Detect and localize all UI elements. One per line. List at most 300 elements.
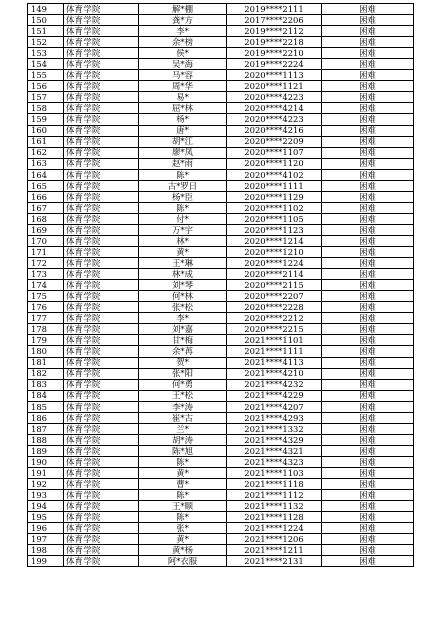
student-name-cell: 李*涛: [139, 401, 227, 412]
table-row: [28, 368, 414, 379]
college-cell: 体育学院: [64, 346, 139, 357]
college-cell: 体育学院: [64, 114, 139, 125]
table-row: [28, 191, 414, 202]
row-number-cell: 166: [28, 191, 64, 202]
table-row: [28, 269, 414, 280]
row-number-cell: 149: [28, 4, 64, 15]
row-number-cell: 190: [28, 456, 64, 467]
student-list-table: [27, 3, 414, 567]
student-name-cell: 易*: [139, 92, 227, 103]
college-cell: 体育学院: [64, 313, 139, 324]
table-row: [28, 490, 414, 501]
row-number-cell: 171: [28, 247, 64, 258]
row-number-cell: 173: [28, 269, 64, 280]
row-number-cell: 152: [28, 37, 64, 48]
student-id-cell: 2021****4321: [227, 445, 322, 456]
aid-level-cell: 困难: [322, 412, 414, 423]
student-id-cell: 2017****2206: [227, 15, 322, 26]
student-name-cell: 李*: [139, 313, 227, 324]
college-cell: 体育学院: [64, 379, 139, 390]
college-cell: 体育学院: [64, 357, 139, 368]
page-background: [0, 585, 435, 643]
table-row: [28, 379, 414, 390]
table-row: [28, 103, 414, 114]
row-number-cell: 159: [28, 114, 64, 125]
row-number-cell: 186: [28, 412, 64, 423]
aid-level-cell: 困难: [322, 136, 414, 147]
student-id-cell: 2020****4102: [227, 169, 322, 180]
student-name-cell: 陈*: [139, 169, 227, 180]
row-number-cell: 194: [28, 501, 64, 512]
student-name-cell: 余*榜: [139, 37, 227, 48]
table-row: [28, 523, 414, 534]
student-name-cell: 陈*: [139, 456, 227, 467]
student-id-cell: 2020****4214: [227, 103, 322, 114]
aid-level-cell: 困难: [322, 48, 414, 59]
table-body: [28, 4, 414, 567]
aid-level-cell: 困难: [322, 456, 414, 467]
college-cell: 体育学院: [64, 412, 139, 423]
student-id-cell: 2020****2212: [227, 313, 322, 324]
aid-level-cell: 困难: [322, 280, 414, 291]
student-name-cell: 屈*林: [139, 103, 227, 114]
table-row: [28, 70, 414, 81]
row-number-cell: 180: [28, 346, 64, 357]
college-cell: 体育学院: [64, 534, 139, 545]
row-number-cell: 193: [28, 490, 64, 501]
college-cell: 体育学院: [64, 202, 139, 213]
student-name-cell: 解*棚: [139, 4, 227, 15]
table-row: [28, 545, 414, 556]
table-row: [28, 4, 414, 15]
college-cell: 体育学院: [64, 158, 139, 169]
aid-level-cell: 困难: [322, 401, 414, 412]
student-name-cell: 黄*: [139, 247, 227, 258]
aid-level-cell: 困难: [322, 15, 414, 26]
student-id-cell: 2020****1120: [227, 158, 322, 169]
aid-level-cell: 困难: [322, 81, 414, 92]
aid-level-cell: 困难: [322, 4, 414, 15]
student-name-cell: 杨*臣: [139, 191, 227, 202]
college-cell: 体育学院: [64, 335, 139, 346]
table-row: [28, 114, 414, 125]
aid-level-cell: 困难: [322, 357, 414, 368]
row-number-cell: 178: [28, 324, 64, 335]
college-cell: 体育学院: [64, 136, 139, 147]
student-id-cell: 2020****1121: [227, 81, 322, 92]
college-cell: 体育学院: [64, 501, 139, 512]
table-row: [28, 169, 414, 180]
table-row: [28, 324, 414, 335]
aid-level-cell: 困难: [322, 545, 414, 556]
student-id-cell: 2020****1123: [227, 224, 322, 235]
table-row: [28, 37, 414, 48]
aid-level-cell: 困难: [322, 202, 414, 213]
student-id-cell: 2019****2218: [227, 37, 322, 48]
table-row: [28, 556, 414, 567]
aid-level-cell: 困难: [322, 479, 414, 490]
college-cell: 体育学院: [64, 48, 139, 59]
table-row: [28, 423, 414, 434]
college-cell: 体育学院: [64, 37, 139, 48]
aid-level-cell: 困难: [322, 445, 414, 456]
student-name-cell: 古*罗日: [139, 180, 227, 191]
student-id-cell: 2021****1118: [227, 479, 322, 490]
student-id-cell: 2020****4223: [227, 92, 322, 103]
college-cell: 体育学院: [64, 125, 139, 136]
college-cell: 体育学院: [64, 556, 139, 567]
table-row: [28, 92, 414, 103]
row-number-cell: 174: [28, 280, 64, 291]
college-cell: 体育学院: [64, 390, 139, 401]
aid-level-cell: 困难: [322, 368, 414, 379]
table-row: [28, 247, 414, 258]
student-id-cell: 2021****4232: [227, 379, 322, 390]
student-id-cell: 2021****1224: [227, 523, 322, 534]
student-id-cell: 2020****1210: [227, 247, 322, 258]
row-number-cell: 198: [28, 545, 64, 556]
aid-level-cell: 困难: [322, 114, 414, 125]
student-name-cell: 王*顺: [139, 501, 227, 512]
student-name-cell: 周*华: [139, 81, 227, 92]
aid-level-cell: 困难: [322, 556, 414, 567]
row-number-cell: 168: [28, 213, 64, 224]
college-cell: 体育学院: [64, 15, 139, 26]
table-row: [28, 258, 414, 269]
student-id-cell: 2020****4216: [227, 125, 322, 136]
aid-level-cell: 困难: [322, 247, 414, 258]
table-row: [28, 456, 414, 467]
student-id-cell: 2020****1111: [227, 180, 322, 191]
student-name-cell: 唐*: [139, 125, 227, 136]
student-id-cell: 2020****1224: [227, 258, 322, 269]
table-row: [28, 202, 414, 213]
row-number-cell: 182: [28, 368, 64, 379]
row-number-cell: 196: [28, 523, 64, 534]
college-cell: 体育学院: [64, 81, 139, 92]
college-cell: 体育学院: [64, 180, 139, 191]
college-cell: 体育学院: [64, 59, 139, 70]
aid-level-cell: 困难: [322, 92, 414, 103]
college-cell: 体育学院: [64, 191, 139, 202]
student-id-cell: 2020****4223: [227, 114, 322, 125]
student-id-cell: 2020****1129: [227, 191, 322, 202]
student-id-cell: 2020****1107: [227, 147, 322, 158]
student-name-cell: 兰*: [139, 423, 227, 434]
student-name-cell: 黄*: [139, 534, 227, 545]
row-number-cell: 176: [28, 302, 64, 313]
table-row: [28, 26, 414, 37]
college-cell: 体育学院: [64, 258, 139, 269]
student-id-cell: 2020****2228: [227, 302, 322, 313]
student-id-cell: 2019****2224: [227, 59, 322, 70]
college-cell: 体育学院: [64, 302, 139, 313]
row-number-cell: 157: [28, 92, 64, 103]
table-row: [28, 125, 414, 136]
student-name-cell: 马*容: [139, 70, 227, 81]
college-cell: 体育学院: [64, 224, 139, 235]
aid-level-cell: 困难: [322, 434, 414, 445]
student-name-cell: 李*: [139, 26, 227, 37]
row-number-cell: 150: [28, 15, 64, 26]
table-row: [28, 302, 414, 313]
college-cell: 体育学院: [64, 235, 139, 246]
college-cell: 体育学院: [64, 434, 139, 445]
row-number-cell: 187: [28, 423, 64, 434]
student-name-cell: 龚*方: [139, 15, 227, 26]
student-name-cell: 廖*凤: [139, 147, 227, 158]
row-number-cell: 151: [28, 26, 64, 37]
student-name-cell: 胡*涛: [139, 434, 227, 445]
table-row: [28, 224, 414, 235]
student-name-cell: 万*宇: [139, 224, 227, 235]
college-cell: 体育学院: [64, 103, 139, 114]
aid-level-cell: 困难: [322, 169, 414, 180]
student-id-cell: 2020****1113: [227, 70, 322, 81]
student-id-cell: 2020****2114: [227, 269, 322, 280]
row-number-cell: 192: [28, 479, 64, 490]
table-row: [28, 479, 414, 490]
student-name-cell: 杨*: [139, 114, 227, 125]
table-row: [28, 390, 414, 401]
student-name-cell: 赵*雨: [139, 158, 227, 169]
college-cell: 体育学院: [64, 324, 139, 335]
student-name-cell: 余*苒: [139, 346, 227, 357]
student-id-cell: 2021****4323: [227, 456, 322, 467]
aid-level-cell: 困难: [322, 59, 414, 70]
aid-level-cell: 困难: [322, 125, 414, 136]
aid-level-cell: 困难: [322, 147, 414, 158]
student-name-cell: 侯*: [139, 48, 227, 59]
row-number-cell: 160: [28, 125, 64, 136]
row-number-cell: 154: [28, 59, 64, 70]
aid-level-cell: 困难: [322, 423, 414, 434]
aid-level-cell: 困难: [322, 224, 414, 235]
student-name-cell: 甘*梅: [139, 335, 227, 346]
row-number-cell: 179: [28, 335, 64, 346]
student-id-cell: 2021****1101: [227, 335, 322, 346]
table-row: [28, 512, 414, 523]
student-name-cell: 王*松: [139, 390, 227, 401]
aid-level-cell: 困难: [322, 213, 414, 224]
aid-level-cell: 困难: [322, 291, 414, 302]
row-number-cell: 162: [28, 147, 64, 158]
row-number-cell: 189: [28, 445, 64, 456]
student-id-cell: 2020****2209: [227, 136, 322, 147]
row-number-cell: 177: [28, 313, 64, 324]
student-name-cell: 陈*: [139, 512, 227, 523]
student-name-cell: 林*成: [139, 269, 227, 280]
student-id-cell: 2020****2115: [227, 280, 322, 291]
college-cell: 体育学院: [64, 291, 139, 302]
student-id-cell: 2021****4293: [227, 412, 322, 423]
student-name-cell: 陈*: [139, 202, 227, 213]
student-id-cell: 2021****1211: [227, 545, 322, 556]
student-name-cell: 黄*杨: [139, 545, 227, 556]
student-name-cell: 胡*江: [139, 136, 227, 147]
row-number-cell: 161: [28, 136, 64, 147]
aid-level-cell: 困难: [322, 235, 414, 246]
aid-level-cell: 困难: [322, 324, 414, 335]
student-name-cell: 张*阳: [139, 368, 227, 379]
aid-level-cell: 困难: [322, 103, 414, 114]
college-cell: 体育学院: [64, 545, 139, 556]
student-id-cell: 2019****2210: [227, 48, 322, 59]
student-id-cell: 2021****1111: [227, 346, 322, 357]
table-row: [28, 136, 414, 147]
student-id-cell: 2020****1105: [227, 213, 322, 224]
college-cell: 体育学院: [64, 445, 139, 456]
student-id-cell: 2020****1214: [227, 235, 322, 246]
student-name-cell: 陈*: [139, 490, 227, 501]
student-name-cell: 曹*: [139, 479, 227, 490]
row-number-cell: 181: [28, 357, 64, 368]
student-id-cell: 2021****4329: [227, 434, 322, 445]
table-row: [28, 401, 414, 412]
student-name-cell: 陈*旭: [139, 445, 227, 456]
student-name-cell: 何*林: [139, 291, 227, 302]
student-name-cell: 阿*衣服: [139, 556, 227, 567]
student-id-cell: 2021****1112: [227, 490, 322, 501]
college-cell: 体育学院: [64, 401, 139, 412]
student-name-cell: 刘*琴: [139, 280, 227, 291]
table-row: [28, 280, 414, 291]
student-id-cell: 2020****2215: [227, 324, 322, 335]
row-number-cell: 169: [28, 224, 64, 235]
aid-level-cell: 困难: [322, 180, 414, 191]
aid-level-cell: 困难: [322, 490, 414, 501]
college-cell: 体育学院: [64, 490, 139, 501]
college-cell: 体育学院: [64, 467, 139, 478]
student-id-cell: 2021****1332: [227, 423, 322, 434]
college-cell: 体育学院: [64, 456, 139, 467]
student-id-cell: 2020****2207: [227, 291, 322, 302]
row-number-cell: 172: [28, 258, 64, 269]
row-number-cell: 167: [28, 202, 64, 213]
aid-level-cell: 困难: [322, 379, 414, 390]
student-id-cell: 2021****4113: [227, 357, 322, 368]
student-id-cell: 2021****1206: [227, 534, 322, 545]
student-id-cell: 2021****2131: [227, 556, 322, 567]
college-cell: 体育学院: [64, 512, 139, 523]
college-cell: 体育学院: [64, 92, 139, 103]
college-cell: 体育学院: [64, 70, 139, 81]
student-name-cell: 林*: [139, 235, 227, 246]
row-number-cell: 197: [28, 534, 64, 545]
aid-level-cell: 困难: [322, 346, 414, 357]
student-name-cell: 付*: [139, 213, 227, 224]
aid-level-cell: 困难: [322, 26, 414, 37]
student-id-cell: 2021****1128: [227, 512, 322, 523]
college-cell: 体育学院: [64, 4, 139, 15]
college-cell: 体育学院: [64, 523, 139, 534]
aid-level-cell: 困难: [322, 258, 414, 269]
aid-level-cell: 困难: [322, 313, 414, 324]
row-number-cell: 164: [28, 169, 64, 180]
college-cell: 体育学院: [64, 479, 139, 490]
table-row: [28, 15, 414, 26]
row-number-cell: 158: [28, 103, 64, 114]
college-cell: 体育学院: [64, 247, 139, 258]
college-cell: 体育学院: [64, 280, 139, 291]
row-number-cell: 155: [28, 70, 64, 81]
college-cell: 体育学院: [64, 26, 139, 37]
table-row: [28, 59, 414, 70]
student-name-cell: 吴*海: [139, 59, 227, 70]
college-cell: 体育学院: [64, 213, 139, 224]
student-id-cell: 2021****4207: [227, 401, 322, 412]
row-number-cell: 153: [28, 48, 64, 59]
student-id-cell: 2019****2112: [227, 26, 322, 37]
table-row: [28, 445, 414, 456]
student-id-cell: 2019****2111: [227, 4, 322, 15]
table-row: [28, 48, 414, 59]
student-name-cell: 崔*古: [139, 412, 227, 423]
college-cell: 体育学院: [64, 269, 139, 280]
student-name-cell: 王*琳: [139, 258, 227, 269]
table-row: [28, 434, 414, 445]
aid-level-cell: 困难: [322, 534, 414, 545]
table-row: [28, 357, 414, 368]
student-name-cell: 刘*嘉: [139, 324, 227, 335]
aid-level-cell: 困难: [322, 335, 414, 346]
table-row: [28, 235, 414, 246]
student-name-cell: 张*: [139, 523, 227, 534]
row-number-cell: 184: [28, 390, 64, 401]
row-number-cell: 188: [28, 434, 64, 445]
student-id-cell: 2021****1132: [227, 501, 322, 512]
row-number-cell: 195: [28, 512, 64, 523]
table-row: [28, 180, 414, 191]
table-row: [28, 534, 414, 545]
table-row: [28, 335, 414, 346]
aid-level-cell: 困难: [322, 158, 414, 169]
row-number-cell: 165: [28, 180, 64, 191]
aid-level-cell: 困难: [322, 523, 414, 534]
college-cell: 体育学院: [64, 169, 139, 180]
table-row: [28, 467, 414, 478]
row-number-cell: 156: [28, 81, 64, 92]
table-row: [28, 147, 414, 158]
aid-level-cell: 困难: [322, 467, 414, 478]
aid-level-cell: 困难: [322, 70, 414, 81]
aid-level-cell: 困难: [322, 269, 414, 280]
college-cell: 体育学院: [64, 147, 139, 158]
table-row: [28, 291, 414, 302]
aid-level-cell: 困难: [322, 512, 414, 523]
table-row: [28, 81, 414, 92]
table-row: [28, 213, 414, 224]
table-row: [28, 313, 414, 324]
student-id-cell: 2021****4210: [227, 368, 322, 379]
student-id-cell: 2021****4229: [227, 390, 322, 401]
row-number-cell: 191: [28, 467, 64, 478]
table-row: [28, 412, 414, 423]
college-cell: 体育学院: [64, 423, 139, 434]
student-id-cell: 2021****1103: [227, 467, 322, 478]
aid-level-cell: 困难: [322, 302, 414, 313]
aid-level-cell: 困难: [322, 191, 414, 202]
student-name-cell: 黄*: [139, 467, 227, 478]
student-name-cell: 张*松: [139, 302, 227, 313]
college-cell: 体育学院: [64, 368, 139, 379]
table-row: [28, 158, 414, 169]
row-number-cell: 163: [28, 158, 64, 169]
row-number-cell: 183: [28, 379, 64, 390]
row-number-cell: 185: [28, 401, 64, 412]
student-name-cell: 贺*: [139, 357, 227, 368]
table-row: [28, 501, 414, 512]
